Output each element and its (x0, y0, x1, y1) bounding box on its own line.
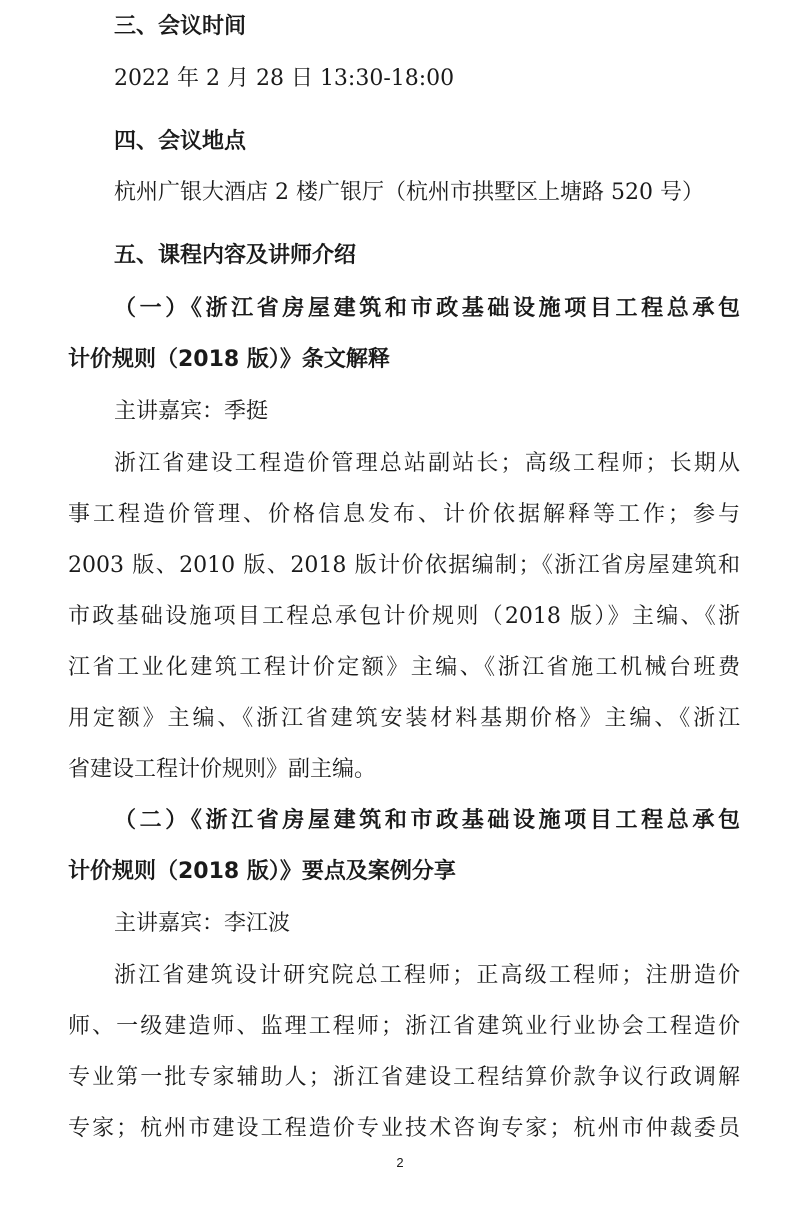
section-3-content: 2022 年 2 月 28 日 13:30-18:00 (114, 66, 455, 91)
section-4-content: 杭州广银大酒店 2 楼广银厅（杭州市拱墅区上塘路 520 号） (114, 180, 704, 205)
course-2-bio-line: 师、一级建造师、监理工程师；浙江省建筑业行业协会工程造价 (68, 1014, 740, 1039)
section-4-heading: 四、会议地点 (114, 129, 247, 154)
course-1-bio-line: 市政基础设施项目工程总承包计价规则（2018 版）》主编、《浙 (68, 604, 740, 629)
course-1-bio-line: 江省工业化建筑工程计价定额》主编、《浙江省施工机械台班费 (68, 655, 740, 680)
course-2-title-line-2: 计价规则（2018 版）》要点及案例分享 (68, 859, 456, 884)
course-2-speaker: 主讲嘉宾：李江波 (114, 911, 291, 936)
course-1-bio-line: 用定额》主编、《浙江省建筑安装材料基期价格》主编、《浙江 (68, 706, 740, 731)
course-2-bio-line: 专家；杭州市建设工程造价专业技术咨询专家；杭州市仲裁委员 (68, 1116, 740, 1141)
course-2-bio-line: 浙江省建筑设计研究院总工程师；正高级工程师；注册造价 (114, 963, 740, 988)
section-5-heading: 五、课程内容及讲师介绍 (114, 243, 357, 268)
course-1-bio-line: 浙江省建设工程造价管理总站副站长；高级工程师；长期从 (114, 451, 740, 476)
course-1-bio-line: 省建设工程计价规则》副主编。 (68, 757, 377, 782)
course-1-bio-line: 事工程造价管理、价格信息发布、计价依据解释等工作；参与 (68, 502, 740, 527)
course-2-bio-line: 专业第一批专家辅助人；浙江省建设工程结算价款争议行政调解 (68, 1065, 740, 1090)
course-2-title-line-1: （二）《浙江省房屋建筑和市政基础设施项目工程总承包 (114, 808, 740, 833)
course-1-title-line-2: 计价规则（2018 版）》条文解释 (68, 347, 390, 372)
course-1-title-line-1: （一）《浙江省房屋建筑和市政基础设施项目工程总承包 (114, 296, 740, 321)
course-1-speaker: 主讲嘉宾：季挺 (114, 399, 269, 424)
page-number: 2 (396, 1155, 404, 1170)
section-3-heading: 三、会议时间 (114, 14, 247, 39)
course-1-bio-line: 2003 版、2010 版、2018 版计价依据编制；《浙江省房屋建筑和 (68, 553, 740, 578)
